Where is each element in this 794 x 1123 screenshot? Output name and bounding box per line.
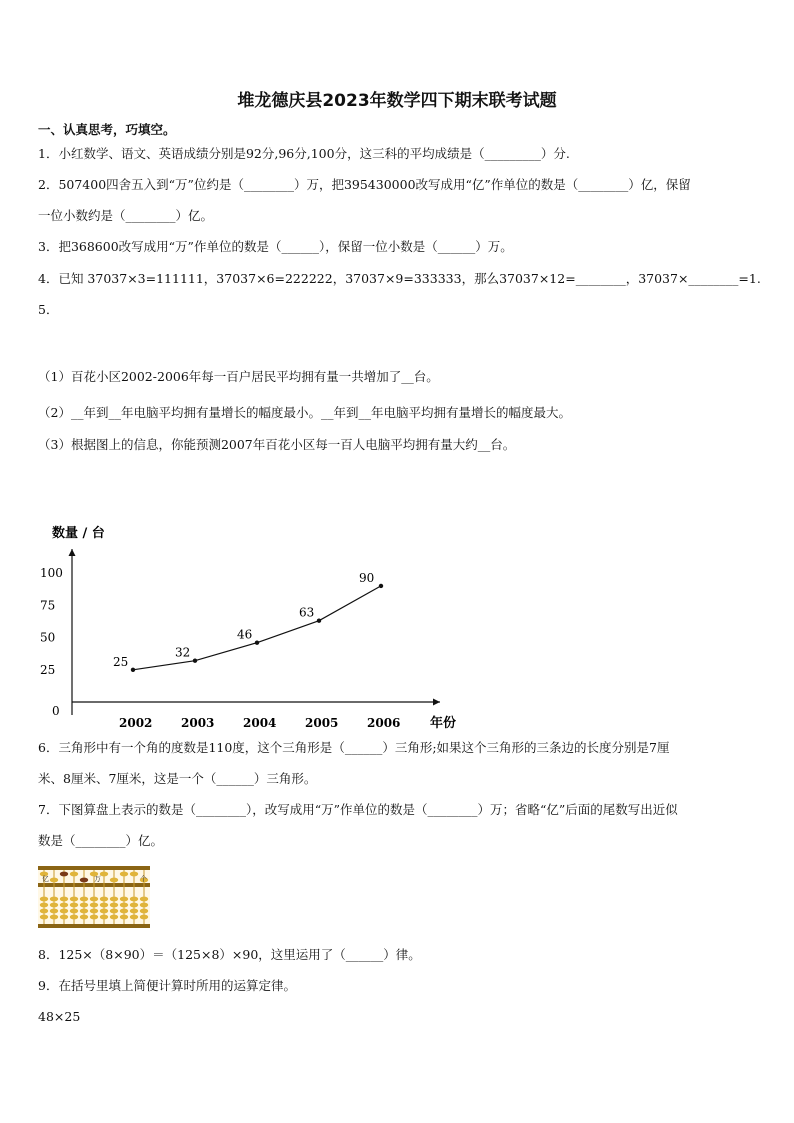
abacus-bead — [80, 915, 88, 920]
y-tick-label: 0 — [52, 704, 60, 718]
abacus-bead — [60, 903, 68, 908]
abacus-bead — [100, 909, 108, 914]
abacus-bead — [40, 897, 48, 902]
abacus-bead — [140, 909, 148, 914]
section-heading: 一、认真思考，巧填空。 — [38, 122, 176, 137]
abacus-bead — [140, 903, 148, 908]
abacus-bead — [40, 909, 48, 914]
y-tick-label: 75 — [40, 598, 56, 613]
abacus-bead — [70, 872, 78, 877]
series-line — [133, 586, 381, 670]
abacus-label-yi: 亿 — [42, 875, 49, 883]
abacus-image — [38, 866, 150, 928]
abacus-bead — [60, 909, 68, 914]
abacus-bead — [80, 897, 88, 902]
data-label: 90 — [359, 570, 375, 585]
question-1: 1．小红数学、语文、英语成绩分别是92分,96分,100分，这三科的平均成绩是（_________）分. — [38, 146, 570, 161]
abacus-bead — [40, 903, 48, 908]
abacus-bead — [130, 872, 138, 877]
abacus-bead — [90, 915, 98, 920]
question-9: 9．在括号里填上简便计算时所用的运算定律。 — [38, 978, 296, 993]
abacus-label-ge: 个 — [140, 875, 147, 883]
question-2-line-2: 一位小数约是（________）亿。 — [38, 208, 214, 223]
question-5-part-2: （2）__年到__年电脑平均拥有量增长的幅度最小。__年到__年电脑平均拥有量增长的幅度最大。 — [38, 405, 571, 420]
abacus-bead — [120, 909, 128, 914]
y-tick-label: 25 — [40, 662, 56, 677]
data-point — [131, 668, 135, 672]
abacus-bead — [140, 915, 148, 920]
question-9-expression: 48×25 — [38, 1009, 81, 1024]
abacus-bead — [70, 903, 78, 908]
abacus-bead — [70, 897, 78, 902]
question-2-line-1: 2．507400四舍五入到“万”位约是（________）万，把395430000改写成用“亿”作单位的数是（________）亿，保留 — [38, 177, 691, 192]
x-tick-label: 2005 — [305, 716, 339, 730]
abacus-bead — [110, 915, 118, 920]
question-5: 5． — [38, 302, 59, 317]
abacus-bead — [50, 878, 58, 883]
abacus-bead — [60, 915, 68, 920]
x-tick-label: 2004 — [243, 716, 277, 730]
abacus-bead — [130, 903, 138, 908]
abacus-bead — [110, 878, 118, 883]
data-point — [317, 619, 321, 623]
abacus-bead — [100, 903, 108, 908]
y-axis-title: 数量 / 台 — [52, 526, 105, 541]
abacus-bead — [120, 915, 128, 920]
abacus-bead — [130, 909, 138, 914]
abacus-bead — [100, 872, 108, 877]
question-7-line-2: 数是（________）亿。 — [38, 833, 164, 848]
y-tick-label: 50 — [40, 630, 56, 645]
abacus-bead — [100, 915, 108, 920]
question-3: 3．把368600改写成用“万”作单位的数是（______），保留一位小数是（______）万。 — [38, 239, 513, 254]
abacus-bead — [90, 897, 98, 902]
x-tick-label: 2002 — [119, 716, 153, 730]
data-label: 46 — [237, 627, 253, 642]
data-label: 25 — [113, 654, 129, 669]
x-tick-label: 2003 — [181, 716, 215, 730]
abacus-bead — [50, 915, 58, 920]
abacus-bead — [110, 897, 118, 902]
question-4: 4．已知 37037×3=111111，37037×6=222222，37037×9=333333，那么37037×12=________，37037×________=1. — [38, 271, 761, 286]
question-5-part-3: （3）根据图上的信息，你能预测2007年百花小区每一百人电脑平均拥有量大约__台。 — [38, 437, 516, 452]
abacus-bead — [110, 909, 118, 914]
data-label: 32 — [175, 645, 191, 660]
abacus-bead — [80, 903, 88, 908]
question-8: 8．125×（8×90）＝（125×8）×90，这里运用了（______）律。 — [38, 947, 421, 962]
x-axis-title: 年份 — [430, 716, 457, 731]
abacus-bead — [90, 909, 98, 914]
abacus-bead — [80, 878, 88, 883]
question-5-part-1: （1）百花小区2002-2006年每一百户居民平均拥有量一共增加了__台。 — [38, 369, 439, 384]
abacus-bead — [110, 903, 118, 908]
question-6-line-2: 米、8厘米、7厘米，这是一个（______）三角形。 — [38, 771, 317, 786]
abacus-bead — [50, 909, 58, 914]
data-point — [193, 659, 197, 663]
abacus-bead — [130, 915, 138, 920]
question-7-line-1: 7．下图算盘上表示的数是（________），改写成用“万”作单位的数是（________）万；省略“亿”后面的尾数写出近似 — [38, 802, 678, 817]
page-title: 堆龙德庆县2023年数学四下期末联考试题 — [237, 91, 557, 111]
question-6-line-1: 6．三角形中有一个角的度数是110度，这个三角形是（______）三角形;如果这个三角形的三条边的长度分别是7厘 — [38, 740, 670, 755]
abacus-bead — [140, 897, 148, 902]
abacus-bead — [130, 897, 138, 902]
abacus-bead — [60, 897, 68, 902]
x-tick-label: 2006 — [367, 716, 401, 730]
abacus-bead — [70, 909, 78, 914]
data-point — [379, 584, 383, 588]
abacus-bead — [60, 872, 68, 877]
abacus-bead — [120, 897, 128, 902]
abacus-bead — [70, 915, 78, 920]
data-point — [255, 641, 259, 645]
abacus-bead — [80, 909, 88, 914]
abacus-bead — [50, 897, 58, 902]
abacus-label-wan: 万 — [94, 875, 101, 883]
abacus-bead — [120, 903, 128, 908]
abacus-bead — [40, 915, 48, 920]
abacus-bead — [50, 903, 58, 908]
abacus-bead — [120, 872, 128, 877]
abacus-bead — [90, 903, 98, 908]
y-tick-label: 100 — [40, 566, 63, 580]
data-label: 63 — [299, 605, 315, 620]
abacus-bead — [100, 897, 108, 902]
line-chart — [30, 515, 470, 735]
